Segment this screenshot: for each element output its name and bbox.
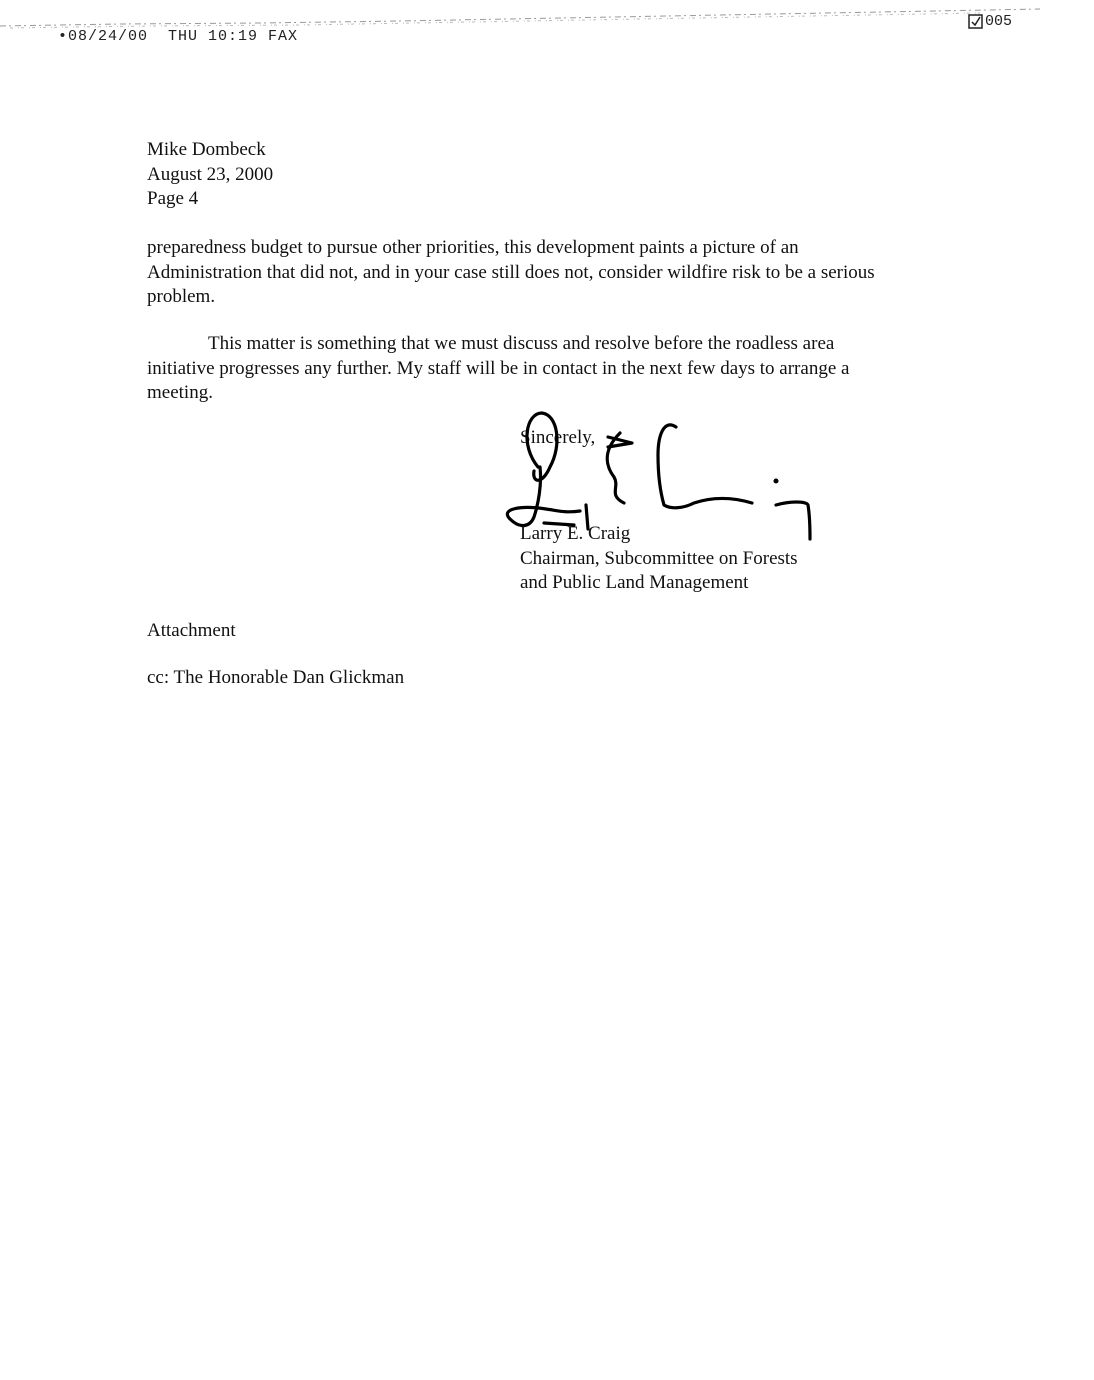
recipient-block [147,138,273,212]
fax-checkbox-icon [968,14,983,29]
fax-transmission-header: •08/24/00 THU 10:19 FAX [58,28,299,45]
closing-salutation: Sincerely, [520,427,596,448]
page-label: Page 4 [147,188,199,209]
fax-page-indicator [968,13,1012,30]
signer-name: Larry E. Craig [520,523,631,544]
paragraph-line: meeting. [147,382,213,403]
letter-date: August 23, 2000 [147,163,274,185]
paragraph-line: This matter is something that we must discuss and resolve before the roadless area [208,333,835,354]
body-paragraph-1 [147,236,947,310]
signer-title-line-1: Chairman, Subcommittee on Forests [520,547,798,569]
signer-block [520,522,798,596]
paragraph-line: preparedness budget to pursue other priorities, this development paints a picture of an [147,237,799,258]
fax-page-number: 005 [985,13,1013,30]
signer-title-line-2: and Public Land Management [520,572,749,593]
attachment-note: Attachment [147,620,236,641]
cc-line: cc: The Honorable Dan Glickman [147,667,405,688]
paragraph-line: Administration that did not, and in your case still does not, consider wildfire risk to be a serious [147,261,875,283]
recipient-name: Mike Dombeck [147,139,266,160]
paragraph-line: initiative progresses any further. My staff will be in contact in the next few days to arrange a [147,357,850,379]
paragraph-line: problem. [147,286,216,307]
fax-noise-strip [0,4,1094,30]
body-paragraph-2 [147,332,947,406]
